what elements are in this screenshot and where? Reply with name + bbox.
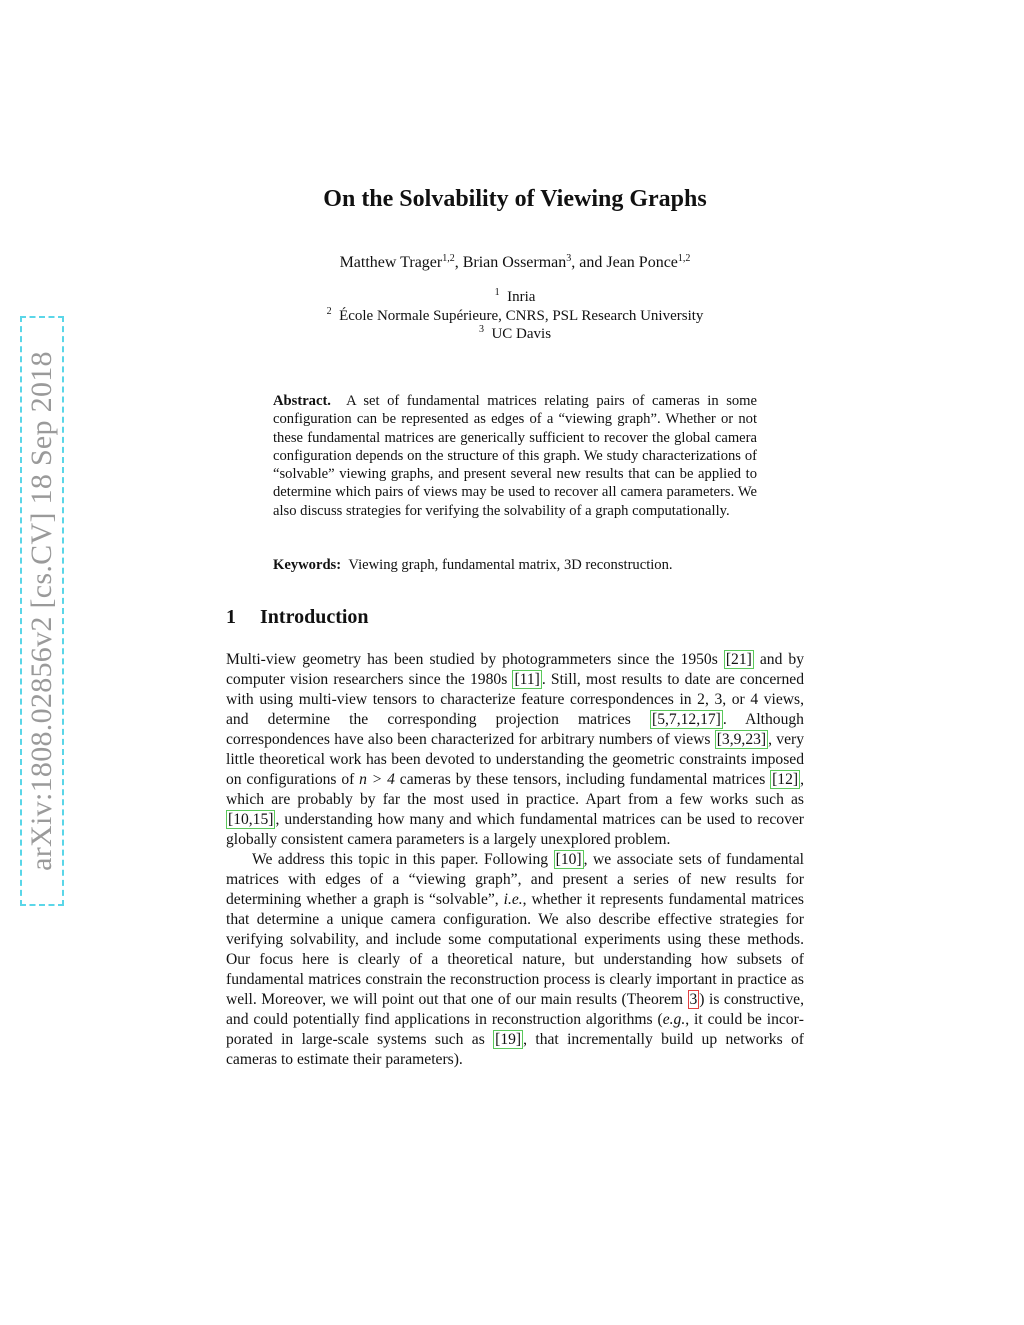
affiliation-list <box>0 288 1024 344</box>
affiliation-text: UC Davis <box>491 326 552 342</box>
abstract <box>273 392 757 520</box>
citation-link[interactable]: [19] <box>495 1031 522 1048</box>
abstract-text: A set of fundamental matrices relating pairs of cameras in some configuration can be represented as edges of a “viewing graph”. Whether or not these fundamental matrices are generically sufficient to recover the global camera configuration depends on the structure of this graph. We study characterizations of “solvable” viewing graphs, and present several new results that can be applied to determine which pairs of views may be used to recover all camera parameters. We also discuss strategies for verifying the solvability of a graph computationally. <box>273 393 758 519</box>
keywords-label: Keywords: <box>273 557 342 573</box>
text-run: cameras by these tensors, including fundamental matrices <box>394 771 771 788</box>
text-run: , understanding how many and which fundamental matrices can be used to recover globally consistent camera parameters is a largely unexplored problem. <box>226 811 804 848</box>
author-name: Matthew Trager <box>339 254 443 271</box>
affiliation <box>0 307 1024 326</box>
text-run: . Although correspondences have also been characterized for arbitrary numbers of views <box>226 711 804 748</box>
affiliation <box>0 288 1024 307</box>
author-name: Brian Osserman <box>462 254 567 271</box>
arxiv-identifier[interactable]: arXiv:1808.02856v2 [cs.CV] 18 Sep 2018 <box>25 351 58 871</box>
text-run: , whether it represents fundamental matrices that determine a unique camera configuration. We also describe effective strategies for verifying solvability, and include some computational experiments using these methods. Our focus here is clearly of a theoretical nature, but understanding how subsets of fundamental matrices constrain the reconstruction process is clearly important in practice as well. Moreover, we will point out that one of our main results (Theorem <box>226 891 805 1008</box>
text-run: , very little theoretical work has been devoted to understanding the geometric constraints imposed on configurations of <box>226 731 804 788</box>
citation-link[interactable]: [5,7,12,17] <box>652 711 721 728</box>
affiliation-text: Inria <box>507 289 536 305</box>
author-separator: , <box>454 254 463 271</box>
affiliation-mark: 1 <box>494 287 500 298</box>
emphasis: i.e. <box>503 891 523 908</box>
citation-link[interactable]: [12] <box>772 771 799 788</box>
text-run: We address this topic in this paper. Following <box>252 851 554 868</box>
emphasis: e.g. <box>662 1011 686 1028</box>
paragraph <box>226 850 804 1070</box>
author-affiliation-mark: 1,2 <box>442 253 455 264</box>
citation-link[interactable]: [10,15] <box>228 811 274 828</box>
text-run: , which are probably by far the most used in practice. Apart from a few works such as <box>226 771 804 808</box>
author-separator: , and <box>571 254 607 271</box>
text-run: , that incrementally build up networks of cameras to estimate their parameters). <box>226 1031 804 1068</box>
arxiv-sidebar <box>20 316 64 906</box>
citation-link[interactable]: [10] <box>555 851 582 868</box>
text-run: ) is constructive, and could potentially find applications in reconstruction algorithms ( <box>226 991 805 1028</box>
text-run: . Still, most results to date are concerned with using multi-view tensors to characterize feature correspondences in 2, 3, or 4 views, and determine the corresponding projection matrices <box>226 671 804 728</box>
author-affiliation-mark: 1,2 <box>677 253 691 264</box>
citation-link[interactable]: [21] <box>725 651 752 668</box>
inline-math: n > 4 <box>359 771 395 788</box>
author-affiliation-mark: 3 <box>566 253 572 264</box>
body-text <box>226 650 804 1070</box>
paragraph <box>226 650 804 850</box>
citation-link[interactable]: [3,9,23] <box>716 731 767 748</box>
affiliation-text: École Normale Supérieure, CNRS, PSL Research University <box>339 307 704 324</box>
text-run: and by computer vision researchers since the 1980s <box>226 651 805 688</box>
keywords-text: Viewing graph, fundamental matrix, 3D reconstruction. <box>348 557 673 573</box>
keywords <box>273 556 773 574</box>
affiliation-mark: 2 <box>326 305 332 317</box>
text-run: Multi-view geometry has been studied by photogrammeters since the 1950s <box>226 651 724 668</box>
text-run: , it could be incorporated in large-scale systems such as <box>226 1011 804 1048</box>
section-title: Introduction <box>260 606 369 628</box>
citation-link[interactable]: [11] <box>514 671 540 688</box>
text-run: , we associate sets of fundamental matrices with edges of a “viewing graph”, and present a series of new results for determining whether a graph is “solvable”, <box>226 851 804 908</box>
theorem-link[interactable]: 3 <box>689 991 698 1008</box>
author-name: Jean Ponce <box>606 254 678 271</box>
paper-title: On the Solvability of Viewing Graphs <box>323 186 707 212</box>
affiliation <box>0 325 1024 344</box>
affiliation-mark: 3 <box>478 324 484 335</box>
section-heading <box>226 606 369 629</box>
abstract-label: Abstract. <box>273 393 331 409</box>
author-list <box>0 254 1024 272</box>
section-number: 1 <box>226 606 236 628</box>
